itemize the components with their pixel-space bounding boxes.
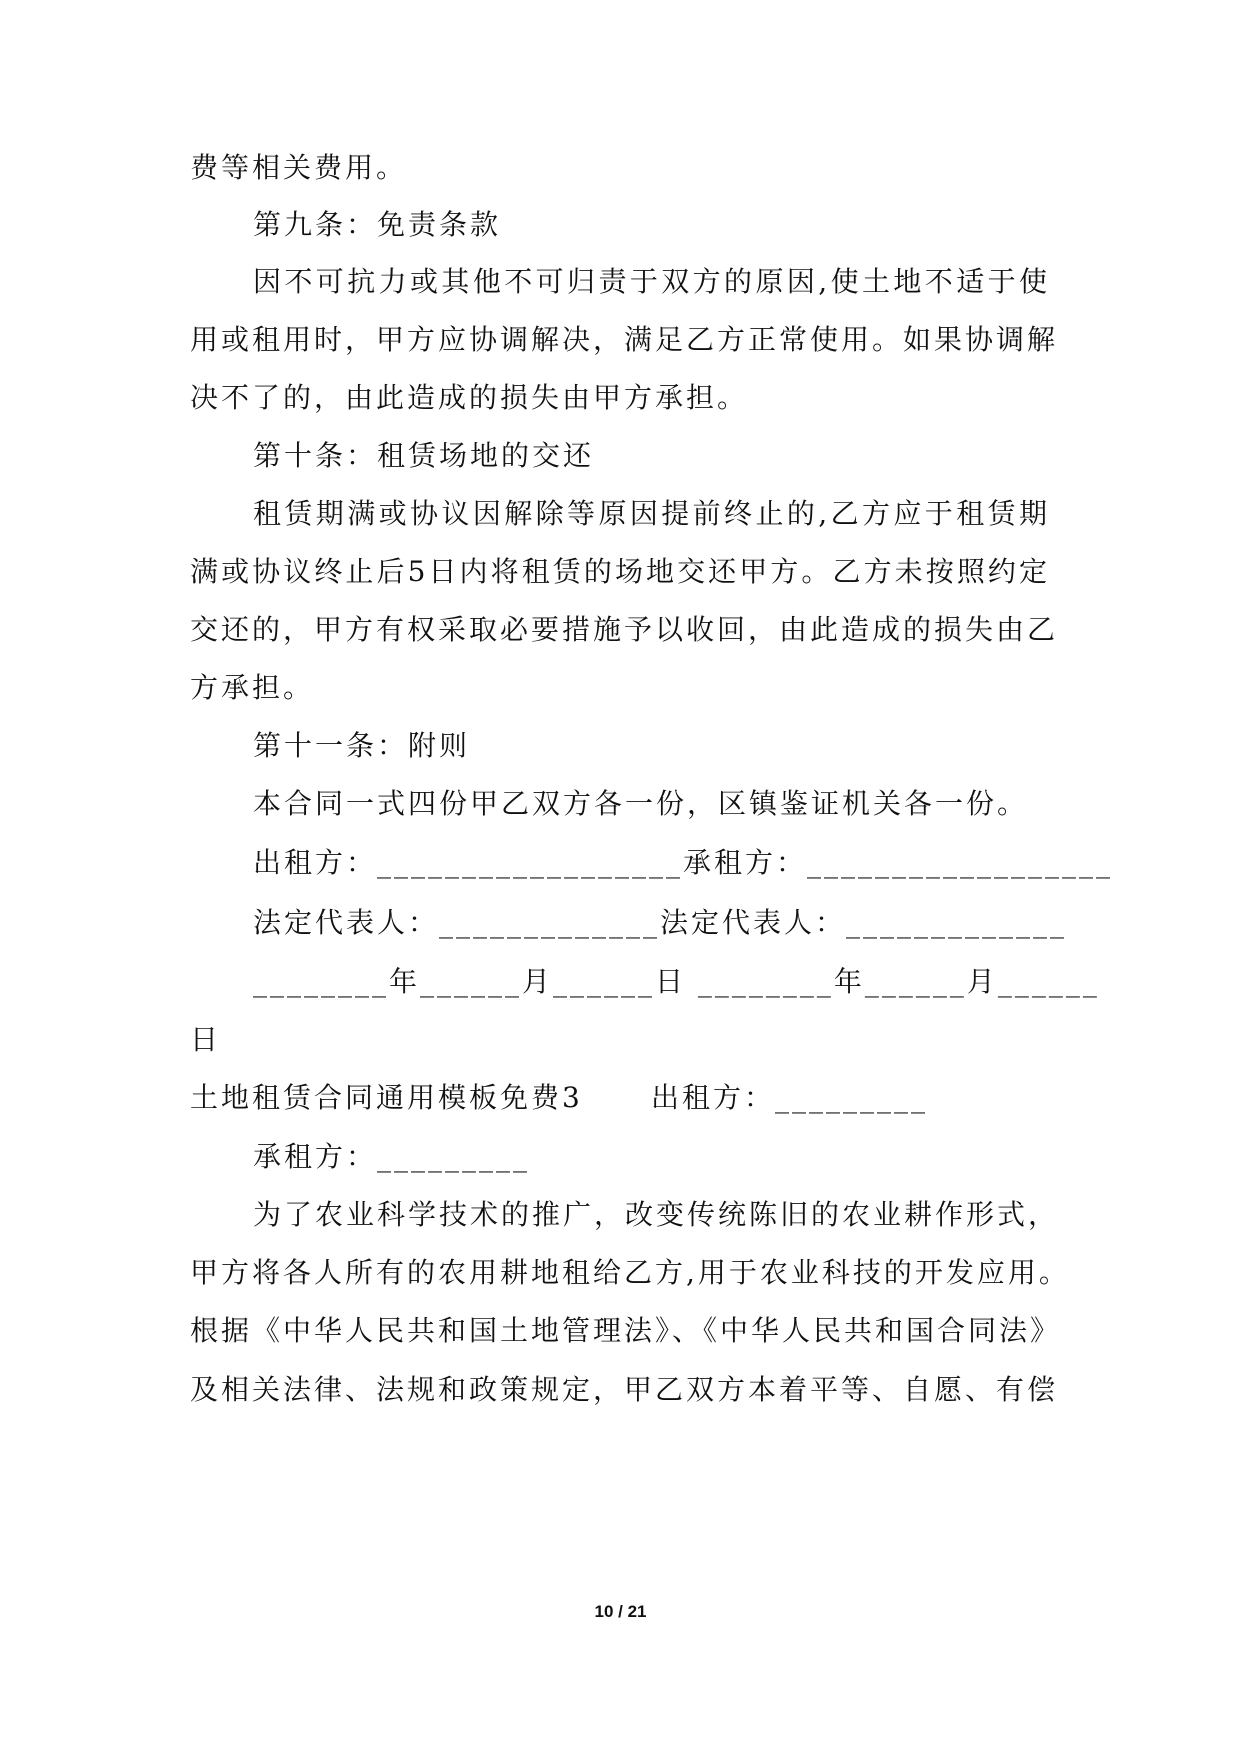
template-lessor-line: 出租方：_________ <box>651 1081 929 1114</box>
signature-lessor-line: 出租方：__________________承租方：__________________ <box>253 846 1114 879</box>
paragraph-line: 为了农业科学技术的推广，改变传统陈旧的农业耕作形式， <box>253 1198 1060 1231</box>
paragraph-line: 因不可抗力或其他不可归责于双方的原因,使土地不适于使 <box>253 265 1050 298</box>
page-number: 10 / 21 <box>594 1602 647 1621</box>
paragraph-line: 交还的，甲方有权采取必要措施予以收回，由此造成的损失由乙 <box>190 613 1059 646</box>
paragraph-line: 用或租用时，甲方应协调解决，满足乙方正常使用。如果协调解 <box>190 323 1059 356</box>
article-heading: 第十一条：附则 <box>253 729 471 762</box>
signature-representative-line: 法定代表人：_____________法定代表人：_____________ <box>253 906 1068 939</box>
template-title-row <box>190 1078 1050 1118</box>
paragraph-line: 甲方将各人所有的农用耕地租给乙方,用于农业科技的开发应用。 <box>190 1256 1070 1289</box>
paragraph-line: 费等相关费用。 <box>190 151 408 184</box>
paragraph-line: 及相关法律、法规和政策规定，甲乙双方本着平等、自愿、有偿 <box>190 1373 1059 1406</box>
template-title: 土地租赁合同通用模板免费3 <box>190 1081 583 1114</box>
paragraph-line: 本合同一式四份甲乙双方各一份，区镇鉴证机关各一份。 <box>253 787 1029 820</box>
paragraph-line: 租赁期满或协议因解除等原因提前终止的,乙方应于租赁期 <box>253 497 1050 530</box>
paragraph-line: 方承担。 <box>190 671 315 704</box>
paragraph-line: 根据《中华人民共和国土地管理法》、《中华人民共和国合同法》 <box>190 1314 1062 1347</box>
article-heading: 第九条：免责条款 <box>253 208 502 241</box>
signature-date-line: ________年______月______日 ________年______月______ <box>253 965 1100 998</box>
paragraph-line: 决不了的，由此造成的损失由甲方承担。 <box>190 381 749 414</box>
template-lessee-line: 承租方：_________ <box>253 1140 531 1173</box>
signature-date-tail: 日 <box>190 1023 222 1056</box>
article-heading: 第十条：租赁场地的交还 <box>253 439 595 472</box>
paragraph-line: 满或协议终止后5日内将租赁的场地交还甲方。乙方未按照约定 <box>190 555 1050 588</box>
